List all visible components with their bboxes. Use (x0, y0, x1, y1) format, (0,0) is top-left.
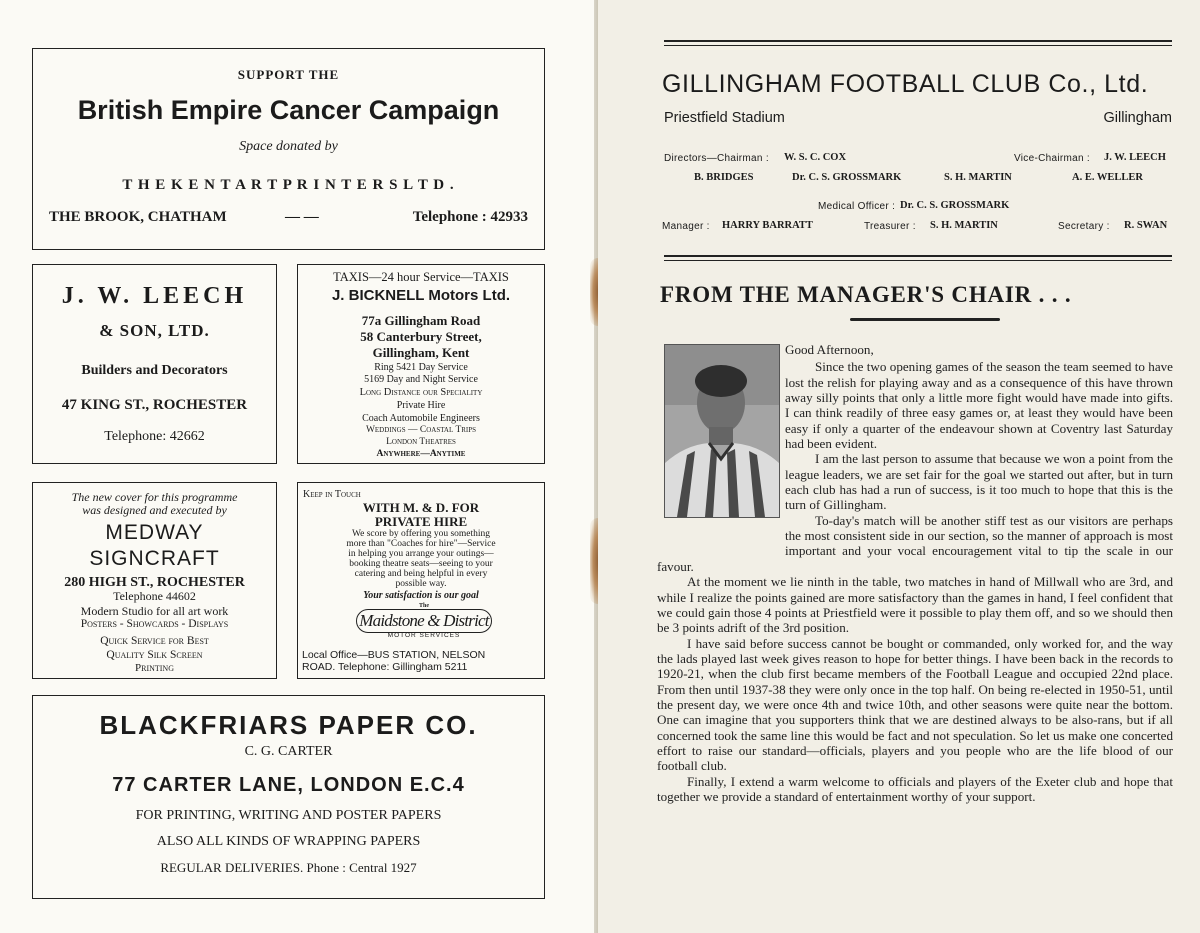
md-line1: Keep in Touch (303, 489, 361, 500)
md-line9: possible way. (395, 579, 447, 589)
paragraph-4: At the moment we lie ninth in the table, two matches in hand of Millwall who are 3rd, and while I realize the points gained are more satisfactory than the games in hand, I feel confident that we could gain those 4 points at Priestfield were it possible to play them off, and so we should then be 3 points adrift of the 3rd position. (657, 574, 1173, 636)
leech-address: 47 KING ST., ROCHESTER (61, 397, 248, 413)
medway-line3: MEDWAY (105, 521, 204, 544)
ad-printer-phone: Telephone : 42933 (412, 209, 528, 225)
chairman-name: W. S. C. COX (784, 152, 847, 163)
paragraph-3: To-day's match will be another stiff test as our visitors are perhaps the most consistent side in our section, so the manner of approach is most important and your vocal encouragement vital to tip the scale in our favour. (657, 512, 1173, 574)
paragraph-6: Finally, I extend a warm welcome to officials and players of the Exeter club and hope that together we provide a standard of entertainment worthy of your support. (657, 773, 1173, 804)
director-1: B. BRIDGES (694, 172, 754, 183)
middle-rule (664, 255, 1172, 261)
md-logo-text: Maidstone & District (356, 609, 492, 633)
leech-ad (32, 264, 277, 464)
ad-campaign-name: British Empire Cancer Campaign (77, 95, 500, 125)
md-line6: in helping you arrange your outings— (348, 549, 494, 559)
bicknell-line4: 58 Canterbury Street, (360, 329, 482, 344)
medway-line7: Modern Studio for all art work (80, 604, 229, 618)
vice-chairman-name: J. W. LEECH (1104, 152, 1166, 163)
md-line4: We score by offering you something (351, 529, 491, 539)
blackfriars-line5: ALSO ALL KINDS OF WRAPPING PAPERS (156, 834, 421, 849)
directors-label: Directors—Chairman : (664, 153, 769, 164)
blackfriars-line4: FOR PRINTING, WRITING AND POSTER PAPERS (135, 808, 442, 823)
medical-officer: Dr. C. S. GROSSMARK (900, 200, 1010, 211)
blackfriars-line1: BLACKFRIARS PAPER CO. (99, 710, 478, 740)
maidstone-district-logo (356, 605, 492, 641)
secretary-label: Secretary : (1058, 221, 1110, 232)
club-title: GILLINGHAM FOOTBALL CLUB Co., Ltd. (662, 70, 1149, 98)
ad-dashes: — — (285, 209, 319, 225)
md-line12: ROAD. Telephone: Gillingham 5211 (302, 661, 468, 673)
medway-line4: SIGNCRAFT (89, 547, 220, 570)
md-line5: more than "Coaches for hire"—Service (346, 539, 496, 549)
paragraph-2: I am the last person to assume that because we won a point from the league leaders, we are set fair for the goal we started out after, but in turn each club has had a run of success, is it too much to hope that this is the turn of Gillingham. (785, 451, 1173, 513)
bicknell-line11: Weddings — Coastal Trips (365, 425, 477, 435)
manager-name: HARRY BARRATT (722, 220, 813, 231)
secretary-name: R. SWAN (1124, 220, 1168, 231)
maidstone-district-ad (297, 482, 545, 679)
ad-printer-name: T H E K E N T A R T P R I N T E R S L T D . (122, 177, 455, 193)
bicknell-line10: Coach Automobile Engineers (362, 413, 480, 424)
md-line2: WITH M. & D. FOR (362, 500, 480, 515)
top-rule (664, 40, 1172, 46)
blackfriars-paper-ad (32, 695, 545, 899)
treasurer-name: S. H. MARTIN (930, 220, 998, 231)
bicknell-line6: Ring 5421 Day Service (374, 362, 468, 373)
ad-donated-by: Space donated by (239, 139, 338, 154)
photo-float (657, 359, 785, 549)
md-line11: Local Office—BUS STATION, NELSON (302, 649, 486, 661)
blackfriars-line2: C. G. CARTER (244, 744, 333, 759)
greeting: Good Afternoon, (785, 342, 874, 357)
bicknell-line2: J. BICKNELL Motors Ltd. (331, 287, 511, 304)
bicknell-line3: 77a Gillingham Road (361, 313, 481, 328)
left-page (0, 0, 598, 933)
ad-support-line: SUPPORT THE (237, 67, 340, 82)
medway-line11: Printing (134, 662, 174, 674)
md-line7: booking theatre seats—seeing to your (349, 559, 493, 569)
bicknell-line13: Anywhere—Anytime (376, 449, 466, 459)
blackfriars-line6: REGULAR DELIVERIES. Phone : Central 1927 (160, 860, 417, 875)
ad-printer-address: THE BROOK, CHATHAM (49, 209, 227, 225)
article-body (657, 342, 1173, 804)
md-logo-top: The (418, 603, 429, 609)
medway-line6: Telephone 44602 (113, 589, 196, 603)
paragraph-5: I have said before success cannot be bought or commanded, only worked for, and the way the lads played last week gives reason to hope for better things. I have been back in the records to 1920-21, when the club first became members of the Football League and occupied 22nd place. From then until 1937-38 they were only once in the top half. On being re-elected in 1950-51, until the present day, we were once 4th and twice 10th, and other seasons were quite near the bottom. One can imagine that you supporters think that we are destined always to be also-rans, but if all concerned took the same line this would be fact and not speculation. So let us make one concerted effort to raise our standard—officials, players and you people who are the life blood of our football club. (657, 635, 1173, 774)
leech-trade: Builders and Decorators (81, 363, 228, 378)
paragraph-1: Since the two opening games of the season the team seemed to have lost the relish for playing away and as a consequence of this have thrown away silly points that only a little more fight would have made into gifts. I can think readily of three easy games or, at least they would have been easy if only a quarter of the endeavour shown at Coventry last Saturday had been evident. (785, 359, 1173, 452)
bicknell-line7: 5169 Day and Night Service (364, 374, 478, 385)
medway-line1: The new cover for this programme (71, 490, 238, 504)
medway-line2: was designed and executed by (82, 503, 227, 517)
treasurer-label: Treasurer : (864, 221, 916, 232)
medway-line8: Posters - Showcards - Displays (80, 618, 229, 630)
blackfriars-line3: 77 CARTER LANE, LONDON E.C.4 (112, 774, 465, 796)
leech-name: J. W. LEECH (61, 283, 248, 309)
md-logo-sub: MOTOR SERVICES (387, 632, 461, 639)
bicknell-line5: Gillingham, Kent (372, 345, 470, 360)
director-3: S. H. MARTIN (944, 172, 1012, 183)
bicknell-line9: Private Hire (396, 400, 446, 411)
md-line3: PRIVATE HIRE (374, 514, 468, 529)
stadium-name: Priestfield Stadium (664, 110, 785, 126)
medway-line5: 280 HIGH ST., ROCHESTER (64, 575, 245, 590)
director-2: Dr. C. S. GROSSMARK (792, 172, 902, 183)
manager-label: Manager : (662, 221, 710, 232)
medical-label: Medical Officer : (818, 201, 896, 212)
bicknell-line12: London Theatres (386, 437, 456, 447)
cancer-campaign-ad (32, 48, 545, 250)
article-heading: FROM THE MANAGER'S CHAIR . . . (660, 282, 1072, 307)
heading-underline (850, 318, 1000, 321)
leech-sub: & SON, LTD. (99, 321, 210, 340)
bicknell-line1: TAXIS—24 hour Service—TAXIS (333, 270, 509, 284)
md-line10: Your satisfaction is our goal (363, 590, 479, 601)
md-line8: catering and being helpful in every (354, 569, 488, 579)
bicknell-ad (297, 264, 545, 464)
leech-phone: Telephone: 42662 (104, 429, 205, 444)
medway-signcraft-ad (32, 482, 277, 679)
town-name: Gillingham (1103, 110, 1172, 126)
medway-line10: Quality Silk Screen (106, 649, 203, 661)
bicknell-line8: Long Distance our Speciality (359, 387, 483, 398)
vice-chairman-label: Vice-Chairman : (1014, 153, 1091, 164)
medway-line9: Quick Service for Best (100, 635, 209, 647)
director-4: A. E. WELLER (1072, 172, 1143, 183)
